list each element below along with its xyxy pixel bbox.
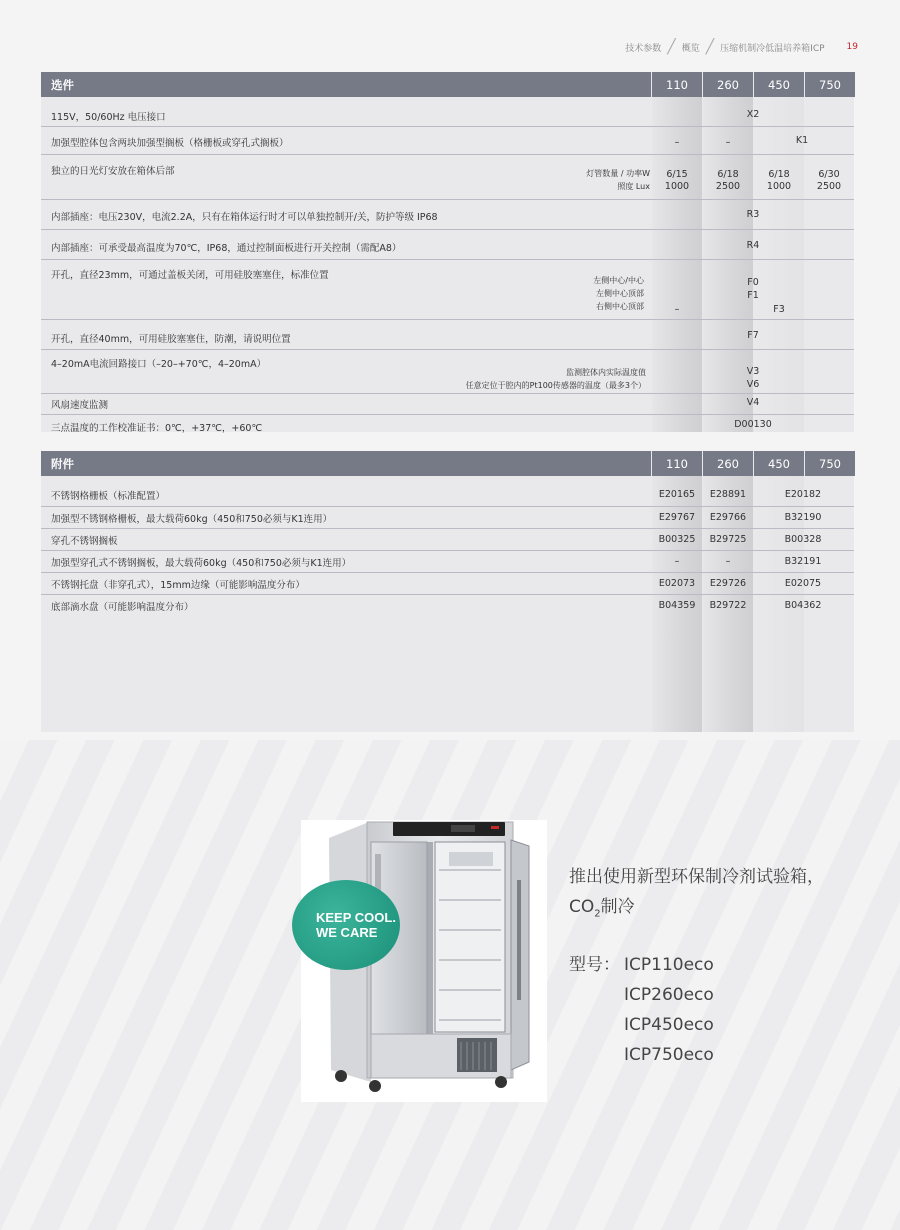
model-list [569, 950, 714, 1065]
column-header-750: 750 [805, 72, 855, 97]
row-label: 开孔，直径23mm，可通过盖板关闭，可用硅胶塞塞住，标准位置 [51, 270, 329, 281]
options-title: 选件 [41, 72, 651, 97]
cell-value: B32191 [784, 556, 822, 567]
table-row [41, 260, 854, 320]
cell-value: B04359 [658, 600, 696, 611]
row-label: 加强型不锈钢格栅板，最大载荷60kg（450和750必须与K1连用） [51, 514, 333, 525]
cell-value: E29766 [709, 512, 747, 523]
row-label: 独立的日光灯安放在箱体后部 [51, 166, 175, 177]
row-label: 三点温度的工作校准证书：0℃，+37℃，+60℃ [51, 423, 263, 434]
table-row [41, 507, 854, 529]
breadcrumb-separator: ╱ [705, 39, 715, 55]
cell-value: 2500 [715, 181, 741, 192]
row-label: 加强型穿孔式不锈钢搁板，最大载荷60kg（450和750必须与K1连用） [51, 558, 352, 569]
tagline-line-1: 推出使用新型环保制冷剂试验箱， [569, 867, 824, 887]
cell-value: V4 [746, 397, 760, 408]
row-label: 内部插座：可承受最高温度为70℃，IP68，通过控制面板进行开关控制（需配A8） [51, 243, 402, 254]
page-number: 19 [846, 42, 858, 52]
table-row [41, 350, 854, 394]
cell-value: V6 [746, 379, 760, 390]
cell-value: F1 [747, 290, 759, 301]
cell-value: – [674, 137, 680, 148]
row-label: 加强型腔体包含两块加强型搁板（格栅板或穿孔式搁板） [51, 138, 289, 149]
accessories-table [41, 451, 854, 732]
row-sublabel: 右侧中心顶部 [596, 302, 644, 311]
row-sublabel: 任意定位于腔内的Pt100传感器的温度（最多3个） [465, 381, 646, 390]
row-sublabel: 左侧中心/中心 [593, 276, 644, 285]
breadcrumb-item-product[interactable]: 压缩机制冷低温培养箱ICP [720, 43, 825, 54]
cell-value: – [725, 137, 731, 148]
table-row [41, 127, 854, 155]
cell-value: E29726 [709, 578, 747, 589]
table-row [41, 230, 854, 260]
table-row [41, 97, 854, 127]
cell-value: – [674, 556, 680, 567]
column-header-260: 260 [703, 72, 753, 97]
cell-value: 6/30 [818, 169, 840, 180]
options-table [41, 72, 854, 432]
row-label: 内部插座：电压230V，电流2.2A，只有在箱体运行时才可以单独控制开/关，防护等级 IP68 [51, 212, 438, 223]
cell-value: R4 [746, 240, 760, 251]
table-row [41, 394, 854, 415]
row-label: 开孔，直径40mm，可用硅胶塞塞住，防潮，请说明位置 [51, 334, 291, 345]
breadcrumb-item-overview[interactable]: 概览 [681, 43, 700, 54]
row-label: 115V，50/60Hz 电压接口 [51, 112, 166, 123]
table-row [41, 485, 854, 507]
row-sublabel: 照度 Lux [617, 182, 650, 191]
badge-line-2: WE CARE [316, 925, 378, 940]
column-header-110: 110 [652, 72, 702, 97]
cell-value: D00130 [734, 419, 772, 430]
column-header-750: 750 [805, 451, 855, 476]
model-item: ICP110eco [624, 955, 714, 975]
product-tagline [569, 862, 824, 929]
accessories-table-header [41, 451, 854, 476]
cell-value: B04362 [784, 600, 822, 611]
breadcrumb [625, 39, 858, 55]
cell-value: B32190 [784, 512, 822, 523]
row-sublabel: 监测腔体内实际温度值 [566, 368, 646, 377]
model-item: ICP450eco [624, 1015, 714, 1035]
cell-value: 1000 [664, 181, 690, 192]
cell-value: E20165 [658, 489, 696, 500]
column-header-450: 450 [754, 451, 804, 476]
table-row [41, 529, 854, 551]
table-row [41, 573, 854, 595]
cell-value: X2 [746, 109, 760, 120]
cooling-text: 制冷 [600, 897, 635, 917]
cell-value: B29725 [709, 534, 747, 545]
table-row [41, 595, 854, 616]
breadcrumb-separator: ╱ [667, 39, 676, 55]
cell-value: E02073 [658, 578, 696, 589]
model-item: ICP260eco [624, 985, 714, 1005]
table-row [41, 415, 854, 438]
row-label: 4–20mA电流回路接口（–20–+70℃，4–20mA） [51, 359, 267, 370]
cell-value: 2500 [816, 181, 842, 192]
row-sublabel: 灯管数量 / 功率W [586, 169, 650, 178]
row-label: 不锈钢格栅板（标准配置） [51, 491, 166, 502]
cell-value: B00325 [658, 534, 696, 545]
cell-value: K1 [795, 135, 809, 146]
table-row [41, 320, 854, 350]
models-label: 型号： [569, 955, 620, 975]
table-row [41, 551, 854, 573]
cell-value: E20182 [784, 489, 822, 500]
accessories-title: 附件 [41, 451, 651, 476]
cell-value: 6/18 [717, 169, 739, 180]
row-label: 风扇速度监测 [51, 400, 109, 411]
cell-value: 6/18 [768, 169, 790, 180]
table-row [41, 155, 854, 200]
cell-value: E28891 [709, 489, 747, 500]
row-label: 不锈钢托盘（非穿孔式），15mm边缘（可能影响温度分布） [51, 580, 305, 591]
row-label: 底部滴水盘（可能影响温度分布） [51, 602, 194, 613]
cell-value: F7 [747, 330, 759, 341]
row-sublabel: 左侧中心顶部 [596, 289, 644, 298]
co2-subscript: 2 [594, 908, 601, 920]
tagline-line-2 [569, 892, 824, 929]
column-header-450: 450 [754, 72, 804, 97]
column-header-260: 260 [703, 451, 753, 476]
cell-value: – [674, 304, 680, 315]
column-header-110: 110 [652, 451, 702, 476]
breadcrumb-item-tech[interactable]: 技术参数 [625, 43, 662, 54]
cell-value: E29767 [658, 512, 696, 523]
cell-value: 6/15 [666, 169, 688, 180]
options-table-header [41, 72, 854, 97]
cell-value: R3 [746, 209, 760, 220]
cell-value: F0 [747, 277, 759, 288]
co2-text: CO [569, 897, 595, 917]
cell-value: – [725, 556, 731, 567]
cell-value: B00328 [784, 534, 822, 545]
keep-cool-badge [292, 880, 400, 970]
table-row [41, 200, 854, 230]
cell-value: F3 [773, 304, 785, 315]
row-label: 穿孔不锈钢搁板 [51, 536, 118, 547]
cell-value: E02075 [784, 578, 822, 589]
cell-value: B29722 [709, 600, 747, 611]
cell-value: V3 [746, 366, 760, 377]
badge-line-1: KEEP COOL. [316, 910, 396, 925]
model-item: ICP750eco [624, 1045, 714, 1065]
cell-value: 1000 [766, 181, 792, 192]
